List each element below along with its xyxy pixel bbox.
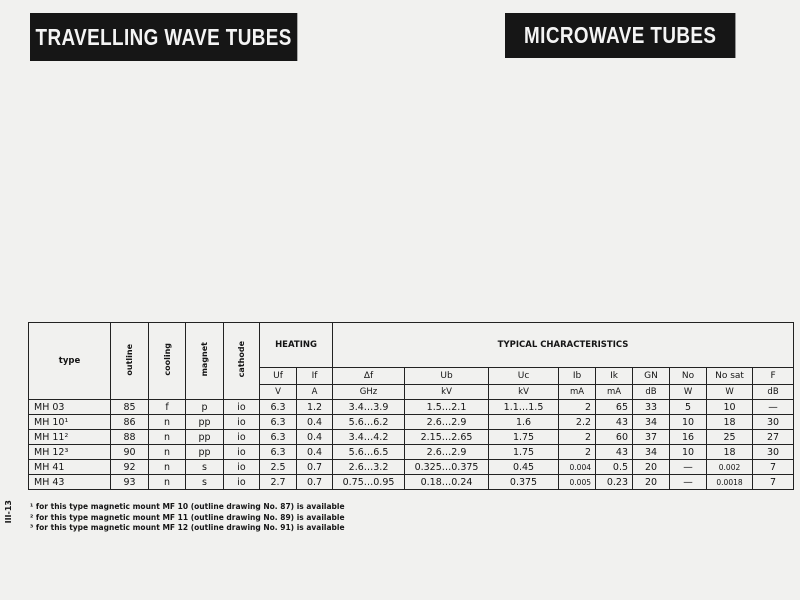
header-cooling — [149, 323, 186, 400]
header-cathode — [224, 323, 260, 400]
unit-cell: mA — [559, 385, 596, 400]
table-row — [29, 400, 794, 415]
cell-if: 0.4 — [297, 445, 333, 460]
cell-no: 16 — [670, 430, 707, 445]
cell-df: 5.6…6.2 — [333, 415, 405, 430]
cell-magnet: s — [186, 460, 224, 475]
header-outline — [111, 323, 149, 400]
cell-no: — — [670, 460, 707, 475]
cell-uf: 2.7 — [260, 475, 297, 490]
cell-uc: 1.1…1.5 — [489, 400, 559, 415]
cell-cathode: io — [224, 445, 260, 460]
symbol-cell: Ib — [559, 368, 596, 385]
table-row — [29, 415, 794, 430]
cell-gn: 20 — [633, 475, 670, 490]
cell-ib: 0.005 — [559, 475, 596, 490]
cell-uf: 2.5 — [260, 460, 297, 475]
cell-ib: 2.2 — [559, 415, 596, 430]
cell-magnet: s — [186, 475, 224, 490]
cell-ib: 2 — [559, 430, 596, 445]
cell-no: — — [670, 475, 707, 490]
cell-type: MH 41 — [29, 460, 111, 475]
unit-cell: W — [707, 385, 753, 400]
cell-uf: 6.3 — [260, 445, 297, 460]
cell-nosat: 18 — [707, 415, 753, 430]
cell-uc: 0.375 — [489, 475, 559, 490]
unit-cell: W — [670, 385, 707, 400]
cell-f: 7 — [753, 460, 794, 475]
cell-type: MH 11² — [29, 430, 111, 445]
cell-ub: 0.18…0.24 — [405, 475, 489, 490]
cell-ib: 2 — [559, 445, 596, 460]
cell-ib: 2 — [559, 400, 596, 415]
unit-cell: mA — [596, 385, 633, 400]
unit-cell: kV — [405, 385, 489, 400]
header-heating: HEATING — [260, 323, 333, 368]
header-cooling-label: cooling — [162, 343, 172, 376]
cell-uc: 0.45 — [489, 460, 559, 475]
symbol-cell: Ik — [596, 368, 633, 385]
header-magnet — [186, 323, 224, 400]
cell-uc: 1.75 — [489, 430, 559, 445]
cell-f: 27 — [753, 430, 794, 445]
symbol-cell: Δf — [333, 368, 405, 385]
cell-cooling: n — [149, 415, 186, 430]
table-row — [29, 430, 794, 445]
cell-cathode: io — [224, 475, 260, 490]
symbol-cell: GN — [633, 368, 670, 385]
cell-nosat: 0.0018 — [707, 475, 753, 490]
cell-type: MH 12³ — [29, 445, 111, 460]
cell-if: 0.4 — [297, 430, 333, 445]
cell-if: 0.7 — [297, 460, 333, 475]
cell-gn: 34 — [633, 415, 670, 430]
cell-cooling: n — [149, 475, 186, 490]
cell-gn: 33 — [633, 400, 670, 415]
cell-type: MH 10¹ — [29, 415, 111, 430]
cell-magnet: p — [186, 400, 224, 415]
cell-f: 30 — [753, 415, 794, 430]
cell-type: MH 03 — [29, 400, 111, 415]
unit-cell: A — [297, 385, 333, 400]
unit-cell: dB — [753, 385, 794, 400]
cell-f: 7 — [753, 475, 794, 490]
banner-microwave-tubes — [505, 13, 735, 58]
symbol-cell: Uc — [489, 368, 559, 385]
cell-outline: 88 — [111, 430, 149, 445]
cell-ik: 43 — [596, 415, 633, 430]
symbol-cell: F — [753, 368, 794, 385]
cell-magnet: pp — [186, 430, 224, 445]
cell-cathode: io — [224, 460, 260, 475]
cell-outline: 86 — [111, 415, 149, 430]
cell-nosat: 25 — [707, 430, 753, 445]
cell-df: 0.75…0.95 — [333, 475, 405, 490]
cell-magnet: pp — [186, 415, 224, 430]
cell-nosat: 18 — [707, 445, 753, 460]
unit-cell: dB — [633, 385, 670, 400]
header-magnet-label: magnet — [200, 342, 209, 377]
cell-ub: 0.325…0.375 — [405, 460, 489, 475]
cell-ik: 0.5 — [596, 460, 633, 475]
cell-ub: 2.15…2.65 — [405, 430, 489, 445]
unit-cell: kV — [489, 385, 559, 400]
header-type: type — [29, 323, 111, 400]
cell-df: 3.4…4.2 — [333, 430, 405, 445]
cell-df: 5.6…6.5 — [333, 445, 405, 460]
header-typical-characteristics: TYPICAL CHARACTERISTICS — [333, 323, 794, 368]
banner-left-text: TRAVELLING WAVE TUBES — [35, 23, 292, 50]
cell-ub: 2.6…2.9 — [405, 415, 489, 430]
footnote-2: ² for this type magnetic mount MF 11 (outline drawing No. 89) is available — [30, 512, 345, 522]
cell-ub: 1.5…2.1 — [405, 400, 489, 415]
cell-gn: 20 — [633, 460, 670, 475]
cell-ik: 43 — [596, 445, 633, 460]
tube-table-container — [28, 322, 789, 490]
cell-uf: 6.3 — [260, 430, 297, 445]
banner-right-text: MICROWAVE TUBES — [524, 22, 717, 48]
cell-f: 30 — [753, 445, 794, 460]
cell-if: 0.7 — [297, 475, 333, 490]
cell-cooling: f — [149, 400, 186, 415]
footnote-3: ³ for this type magnetic mount MF 12 (outline drawing No. 91) is available — [30, 523, 345, 532]
cell-ik: 0.23 — [596, 475, 633, 490]
cell-no: 10 — [670, 445, 707, 460]
cell-gn: 37 — [633, 430, 670, 445]
cell-uc: 1.6 — [489, 415, 559, 430]
cell-uf: 6.3 — [260, 415, 297, 430]
unit-cell: V — [260, 385, 297, 400]
unit-cell: GHz — [333, 385, 405, 400]
cell-f: — — [753, 400, 794, 415]
cell-cathode: io — [224, 415, 260, 430]
cell-ik: 65 — [596, 400, 633, 415]
page-number: III-13 — [4, 500, 13, 524]
table-row — [29, 460, 794, 475]
cell-outline: 85 — [111, 400, 149, 415]
cell-uf: 6.3 — [260, 400, 297, 415]
header-outline-label: outline — [125, 343, 134, 376]
cell-cathode: io — [224, 430, 260, 445]
cell-cooling: n — [149, 445, 186, 460]
data-rows — [29, 400, 794, 490]
cell-no: 10 — [670, 415, 707, 430]
symbol-cell: No — [670, 368, 707, 385]
cell-if: 1.2 — [297, 400, 333, 415]
symbol-cell: No sat — [707, 368, 753, 385]
cell-df: 2.6…3.2 — [333, 460, 405, 475]
cell-cooling: n — [149, 430, 186, 445]
symbol-cell: Ub — [405, 368, 489, 385]
cell-ik: 60 — [596, 430, 633, 445]
cell-if: 0.4 — [297, 415, 333, 430]
symbol-cell: Uf — [260, 368, 297, 385]
cell-cooling: n — [149, 460, 186, 475]
header-cathode-label: cathode — [237, 341, 246, 378]
cell-outline: 92 — [111, 460, 149, 475]
cell-nosat: 0.002 — [707, 460, 753, 475]
cell-outline: 90 — [111, 445, 149, 460]
cell-no: 5 — [670, 400, 707, 415]
footnote-1: ¹ for this type magnetic mount MF 10 (outline drawing No. 87) is available — [30, 502, 345, 511]
cell-uc: 1.75 — [489, 445, 559, 460]
cell-ub: 2.6…2.9 — [405, 445, 489, 460]
table-row — [29, 475, 794, 490]
banner-travelling-wave-tubes — [30, 13, 297, 61]
cell-nosat: 10 — [707, 400, 753, 415]
cell-magnet: pp — [186, 445, 224, 460]
table-row — [29, 445, 794, 460]
tube-characteristics-table — [28, 322, 794, 490]
footnotes — [30, 502, 345, 534]
cell-cathode: io — [224, 400, 260, 415]
cell-type: MH 43 — [29, 475, 111, 490]
cell-outline: 93 — [111, 475, 149, 490]
cell-ib: 0.004 — [559, 460, 596, 475]
cell-gn: 34 — [633, 445, 670, 460]
symbol-cell: If — [297, 368, 333, 385]
cell-df: 3.4…3.9 — [333, 400, 405, 415]
